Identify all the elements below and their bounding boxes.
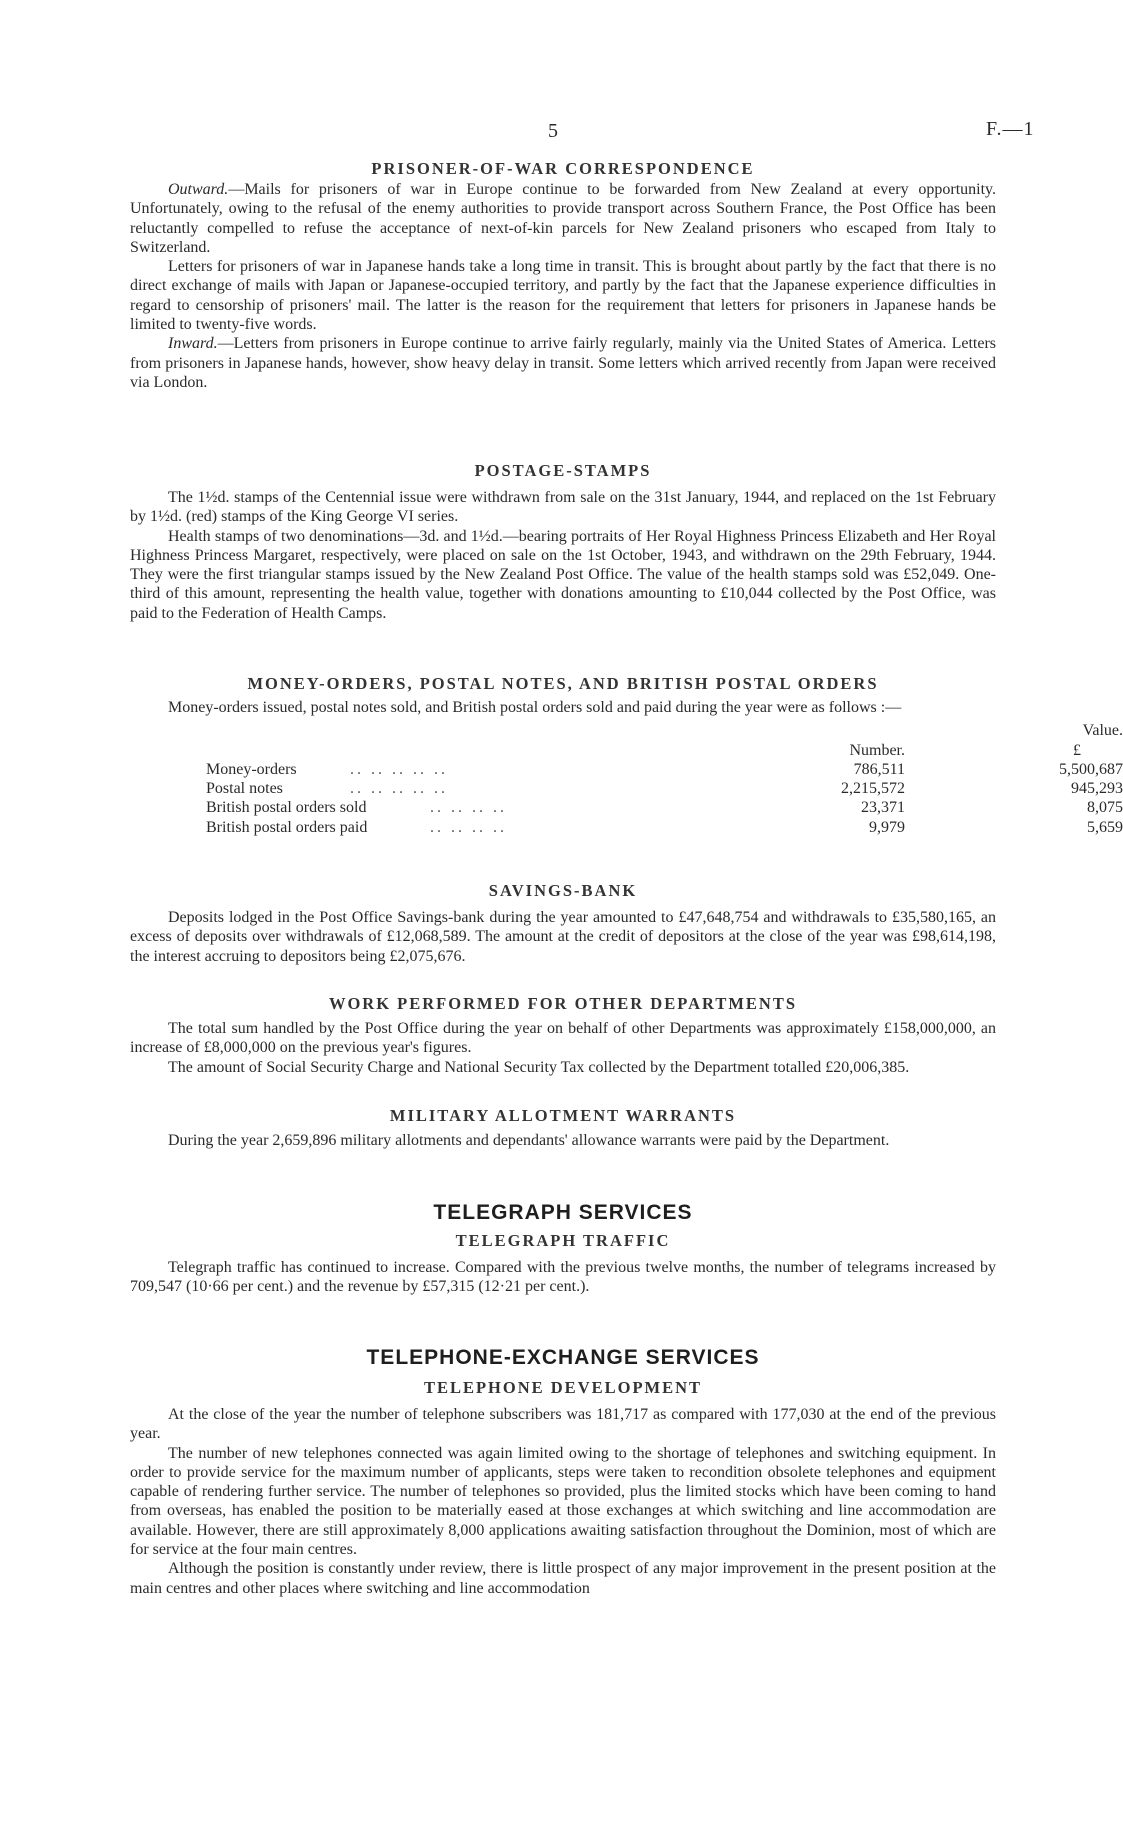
row-leader-dots: .. .. .. .. xyxy=(430,799,507,817)
section-title-money-orders: MONEY-ORDERS, POSTAL NOTES, AND BRITISH POSTAL ORDERS xyxy=(247,674,879,693)
section-military xyxy=(130,1105,996,1150)
paragraph-new-telephones: The number of new telephones connected was again limited owing to the shortage of telephones and switching equipment. In order to provide service for the maximum number of applicants, steps were taken to recondition obsolete telephones and equipment capable of rendering further service. The number of telephones so provided, plus the limited stocks which have been coming to hand from overseas, has enabled the position to be materially eased at those exchanges at which switching and line accommodation are available. However, there are still approximately 8,000 applications awaiting satisfaction throughout the Dominion, most of which are for service at the four main centres. xyxy=(130,1444,996,1559)
paragraph-japanese-letters: Letters for prisoners of war in Japanese hands take a long time in transit. This is brought about partly by the fact that there is no direct exchange of mails with Japan or Japanese-occupied territory, and partly by the fact that the Japanese experience difficulties in regard to censorship of prisoners' mail. The latter is the reason for the requirement that letters for prisoners in Japanese hands be limited to twenty-five words. xyxy=(130,258,996,334)
subsection-title-telegraph-traffic: TELEGRAPH TRAFFIC xyxy=(455,1231,671,1250)
outward-label: Outward. xyxy=(168,181,229,198)
row-label: Money-orders xyxy=(206,760,297,778)
row-value: 5,659 xyxy=(1087,818,1123,836)
paragraph-subscribers: At the close of the year the number of telephone subscribers was 181,717 as compared with 177,030 at the end of the previous year. xyxy=(130,1406,996,1443)
row-label: British postal orders paid xyxy=(206,818,368,836)
table-header-row-1 xyxy=(130,721,1123,740)
row-number: 23,371 xyxy=(861,799,905,817)
paragraph-centennial: The 1½d. stamps of the Centennial issue were withdrawn from sale on the 31st January, 1944, and replaced on the 1st February by 1½d. (red) stamps of the King George VI series. xyxy=(130,489,996,526)
money-orders-table xyxy=(130,721,1123,837)
inward-text: —Letters from prisoners in Europe continue to arrive fairly regularly, mainly via the United States of America. Letters from prisoners in Japanese hands, however, show heavy delay in transit. Some letters which arrived recently from Japan were received via London. xyxy=(130,335,996,391)
table-row xyxy=(130,798,1123,817)
table-header-row-2 xyxy=(130,741,1081,760)
section-pow xyxy=(130,158,996,392)
paragraph-health-stamps: Health stamps of two denominations—3d. and 1½d.—bearing portraits of Her Royal Highness Princess Elizabeth and Her Royal Highness Princess Margaret, respectively, were placed on sale on the 1st October, 1943, and withdrawn on the 29th February, 1944. They were the first triangular stamps issued by the New Zealand Post Office. The value of the health stamps sold was £52,049. One-third of this amount, representing the health value, together with donations amounting to £10,044 collected by the Post Office, was paid to the Federation of Health Camps. xyxy=(130,527,996,622)
row-number: 9,979 xyxy=(869,818,905,836)
section-telegraph xyxy=(130,1200,996,1297)
table-row xyxy=(130,779,1123,798)
page-number: 5 xyxy=(548,120,558,142)
table-row xyxy=(130,760,1123,779)
inward-label: Inward. xyxy=(168,335,218,353)
paragraph-social-security: The amount of Social Security Charge and National Security Tax collected by the Department totalled £20,006,385. xyxy=(168,1058,910,1076)
section-title-stamps: POSTAGE-STAMPS xyxy=(474,461,652,480)
subsection-title-telephone-development: TELEPHONE DEVELOPMENT xyxy=(423,1378,703,1397)
section-work xyxy=(130,993,996,1077)
outward-text: —Mails for prisoners of war in Europe continue to be forwarded from New Zealand at every opportunity. Unfortunately, owing to the refusal of the enemy authorities to provide transport across Southern France, the Post Office has been reluctantly compelled to refuse the acceptance of next-of-kin parcels for New Zealand prisoners who escaped from Italy to Switzerland. xyxy=(130,181,996,256)
section-title-telephone: TELEPHONE-EXCHANGE SERVICES xyxy=(366,1346,760,1369)
section-savings xyxy=(130,880,996,966)
row-leader-dots: .. .. .. .. .. xyxy=(350,760,448,778)
document-reference: F.—1 xyxy=(986,118,1035,140)
section-title-military: MILITARY ALLOTMENT WARRANTS xyxy=(389,1106,737,1125)
section-telephone xyxy=(130,1345,996,1598)
section-title-savings: SAVINGS-BANK xyxy=(488,881,638,900)
paragraph-savings: Deposits lodged in the Post Office Savings-bank during the year amounted to £47,648,754 and withdrawals to £35,580,165, an excess of deposits over withdrawals of £12,068,589. The amount at the credit of depositors at the close of the year was £98,614,198, the interest accruing to depositors being £2,075,676. xyxy=(130,909,996,965)
paragraph-outward xyxy=(130,180,996,257)
table-row xyxy=(130,818,1123,837)
column-header-number: Number. xyxy=(849,741,905,759)
row-value: 8,075 xyxy=(1087,799,1123,817)
column-header-value-unit: £ xyxy=(1073,741,1081,759)
paragraph-telegraph: Telegraph traffic has continued to increase. Compared with the previous twelve months, the number of telegrams increased by 709,547 (10·66 per cent.) and the revenue by £57,315 (12·21 per cent.). xyxy=(130,1259,996,1296)
paragraph-inward xyxy=(130,334,996,392)
section-title-work: WORK PERFORMED FOR OTHER DEPARTMENTS xyxy=(328,994,798,1013)
paragraph-work-total: The total sum handled by the Post Office during the year on behalf of other Departments was approximately £158,000,000, an increase of £8,000,000 on the previous year's figures. xyxy=(130,1020,996,1057)
row-number: 2,215,572 xyxy=(841,780,905,798)
row-value: 5,500,687 xyxy=(1059,760,1123,778)
section-money-orders xyxy=(130,673,1123,837)
section-title-telegraph: TELEGRAPH SERVICES xyxy=(433,1201,693,1224)
row-number: 786,511 xyxy=(853,760,905,778)
paragraph-military: During the year 2,659,896 military allotments and dependants' allowance warrants were paid by the Department. xyxy=(168,1132,890,1149)
row-leader-dots: .. .. .. .. .. xyxy=(350,780,448,798)
column-header-value: Value. xyxy=(1082,722,1123,740)
row-label: British postal orders sold xyxy=(206,799,367,817)
row-value: 945,293 xyxy=(1071,780,1123,798)
row-label: Postal notes xyxy=(206,780,283,798)
paragraph-money-intro: Money-orders issued, postal notes sold, and British postal orders sold and paid during the year were as follows :— xyxy=(168,699,902,716)
paragraph-position-review: Although the position is constantly under review, there is little prospect of any major improvement in the present position at the main centres and other places where switching and line accommodation xyxy=(130,1560,996,1597)
section-title-pow: PRISONER-OF-WAR CORRESPONDENCE xyxy=(371,159,755,178)
row-leader-dots: .. .. .. .. xyxy=(430,818,507,836)
section-stamps xyxy=(130,460,996,623)
